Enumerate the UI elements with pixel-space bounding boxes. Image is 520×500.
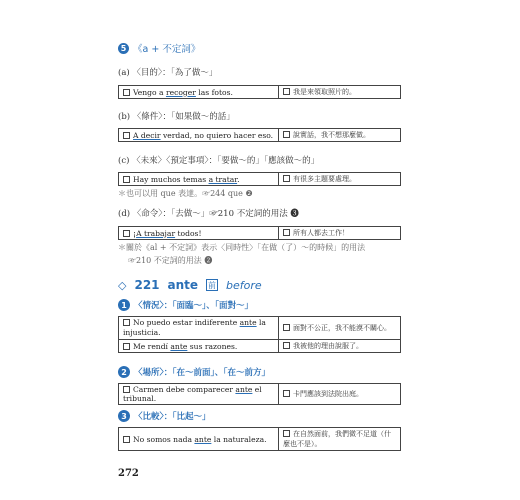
- sense-label: 〈場所〉：「在～前面」、「在～前方」: [134, 368, 271, 378]
- spanish-example: A decir verdad, no quiero hacer eso.: [119, 129, 279, 142]
- checkbox-icon: [283, 131, 290, 138]
- chinese-translation: 卡門應該到法院出庭。: [279, 384, 401, 405]
- example-row: [119, 384, 401, 405]
- chinese-translation: 說實話，我不想那麼做。: [279, 129, 401, 142]
- checkbox-icon: [123, 230, 130, 237]
- checkbox-icon: [283, 324, 290, 331]
- cross-reference: ☞210 不定詞的用法 ❷: [128, 256, 213, 265]
- entry-heading: [118, 278, 262, 292]
- diamond-icon: ◇: [118, 278, 127, 292]
- part-of-speech-badge: 前: [208, 280, 217, 290]
- sense-2-heading: [118, 366, 270, 378]
- chinese-translation: 我是來領取照片的。: [279, 86, 401, 99]
- chinese-translation: 在自然面前，我們微不足道（什麼也不是）。: [279, 428, 401, 451]
- example-table-d: [118, 226, 401, 240]
- checkbox-icon: [283, 390, 290, 397]
- section-title: 《a + 不定詞》: [133, 44, 201, 55]
- checkbox-icon: [283, 88, 290, 95]
- sense-number-badge: 3: [118, 410, 130, 422]
- english-gloss: before: [226, 278, 262, 292]
- sense-label: 〈比較〉：「比起～」: [134, 412, 211, 422]
- checkbox-icon: [123, 386, 130, 393]
- example-table-sense-3: [118, 427, 401, 451]
- subsense-b-label: (b) 〈條件〉：「如果做～的話」: [118, 112, 235, 122]
- spanish-example: Me rendí ante sus razones.: [119, 340, 279, 353]
- example-table-a: [118, 85, 401, 99]
- spanish-example: ¡A trabajar todos!: [119, 227, 279, 240]
- page-number: 272: [118, 468, 139, 479]
- checkbox-icon: [283, 175, 290, 182]
- usage-note: ＊關於《al + 不定詞》表示〈同時性〉「在做（了）～的時候」的用法: [118, 243, 366, 252]
- example-table-b: [118, 128, 401, 142]
- example-row: [119, 86, 401, 99]
- chinese-translation: 所有人都去工作！: [279, 227, 401, 240]
- headword: ante: [167, 278, 199, 292]
- checkbox-icon: [283, 342, 290, 349]
- usage-note: ＊也可以用 que 表達。☞244 que ❷: [118, 189, 253, 198]
- example-table-c: [118, 172, 401, 186]
- subsense-c-label: (c) 〈未來〉〈預定事項〉：「要做～的」「應該做～的」: [118, 156, 320, 166]
- checkbox-icon: [283, 229, 290, 236]
- sense-number-badge: 1: [118, 299, 130, 311]
- spanish-example: Vengo a recoger las fotos.: [119, 86, 279, 99]
- example-row: [119, 129, 401, 142]
- example-row: [119, 227, 401, 240]
- section-heading: [118, 41, 200, 55]
- spanish-example: Hay muchos temas a tratar.: [119, 173, 279, 186]
- sense-number-badge: 2: [118, 366, 130, 378]
- spanish-example: No somos nada ante la naturaleza.: [119, 428, 279, 451]
- example-row: [119, 173, 401, 186]
- spanish-example: No puedo estar indiferente ante la injusticia.: [119, 317, 279, 340]
- checkbox-icon: [123, 176, 130, 183]
- section-number-badge: 5: [118, 43, 129, 54]
- chinese-translation: 我被他的理由說服了。: [279, 340, 401, 353]
- chinese-translation: 面對不公正，我不能漠不關心。: [279, 317, 401, 340]
- example-row: [119, 317, 401, 340]
- spanish-example: Carmen debe comparecer ante el tribunal.: [119, 384, 279, 405]
- entry-number: 221: [134, 278, 160, 292]
- example-row: [119, 340, 401, 353]
- checkbox-icon: [123, 89, 130, 96]
- checkbox-icon: [123, 319, 130, 326]
- sense-1-heading: [118, 299, 253, 311]
- example-table-sense-2: [118, 383, 401, 405]
- checkbox-icon: [123, 343, 130, 350]
- checkbox-icon: [123, 436, 130, 443]
- chinese-translation: 有很多主題要處理。: [279, 173, 401, 186]
- subsense-a-label: (a) 〈目的〉：「為了做～」: [118, 68, 218, 78]
- example-table-sense-1: [118, 316, 401, 353]
- checkbox-icon: [283, 430, 290, 437]
- example-row: [119, 428, 401, 451]
- sense-3-heading: [118, 410, 211, 422]
- subsense-d-label: (d) 〈命令〉：「去做～」☞210 不定詞的用法 ❸: [118, 209, 299, 219]
- checkbox-icon: [123, 132, 130, 139]
- sense-label: 〈情況〉：「面臨～」、「面對～」: [134, 301, 254, 311]
